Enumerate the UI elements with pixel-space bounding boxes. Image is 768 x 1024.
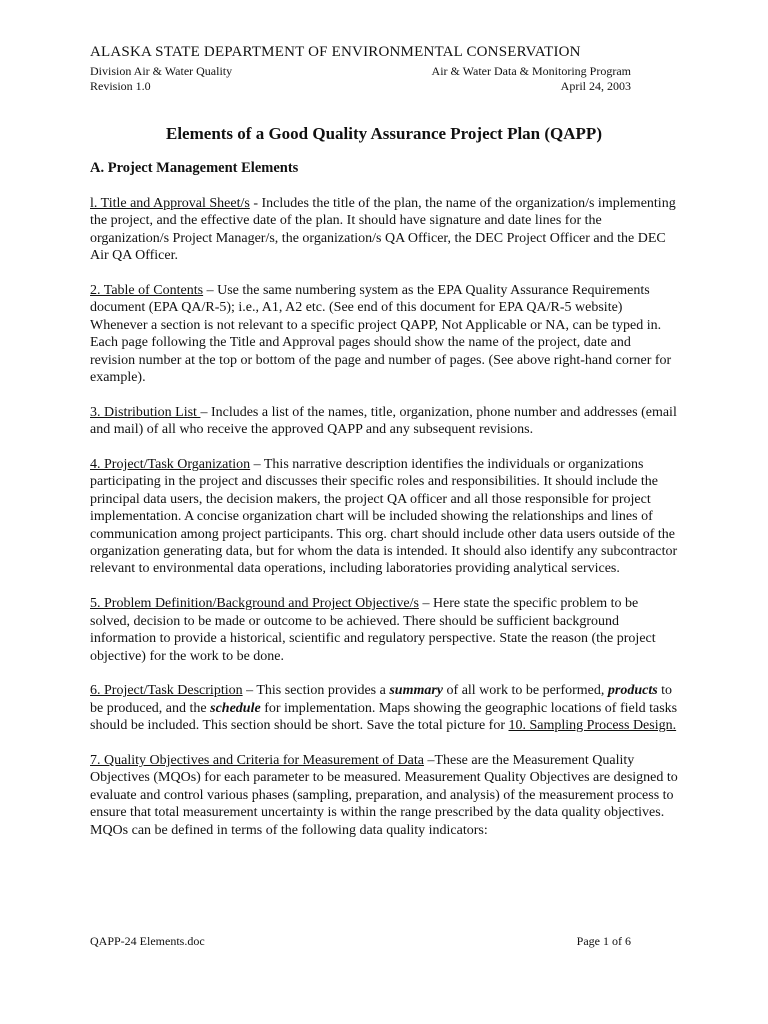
- header-row-2: [90, 79, 631, 94]
- item-project-task-description: [90, 682, 678, 734]
- footer-page-number: Page 1 of 6: [576, 934, 631, 948]
- item-text: – This narrative description identifies the individuals or organizations participating in the project and discusses their specific roles and responsibilities. It should include the principal data users, the decision makers, the project QA officer and all those responsible for project implementation. A concise organization chart will be included showing the relationships and lines of communication among project participants. This org. chart should include other data users outside of the organization generating data, but for whom the data is intended. It should also identify any subcontractor relevant to environmental data operations, including laboratories providing analytical services.: [90, 457, 678, 577]
- section-heading: A. Project Management Elements: [90, 160, 299, 176]
- item-project-task-organization: [90, 456, 678, 578]
- item-heading: 5. Problem Definition/Background and Project Objective/s: [90, 596, 419, 612]
- program-name: Air & Water Data & Monitoring Program: [431, 64, 631, 78]
- footer-filename: QAPP-24 Elements.doc: [90, 934, 205, 948]
- item-table-of-contents: [90, 282, 678, 386]
- item-heading: 7. Quality Objectives and Criteria for Measurement of Data: [90, 752, 424, 768]
- item-heading: 2. Table of Contents: [90, 283, 204, 299]
- revision-label: Revision 1.0: [90, 79, 151, 93]
- emphasis-products: products: [607, 683, 658, 699]
- item-heading: 3. Distribution List: [90, 404, 201, 420]
- sampling-design-reference: 10. Sampling Process Design.: [508, 718, 677, 734]
- item-problem-definition: [90, 595, 678, 665]
- item-text: – This section provides a: [242, 683, 390, 699]
- item-quality-objectives: [90, 752, 678, 839]
- item-heading: l. Title and Approval Sheet/s: [90, 196, 250, 211]
- item-heading: 6. Project/Task Description: [90, 683, 243, 699]
- document-body: [90, 195, 678, 856]
- item-text: – Here state the specific problem to be solved, decision to be made or outcome to be achieved. There should be sufficient background information to provide a historical, scientific and regulatory perspective. State the reason (the project objective) for the work to be done.: [90, 596, 656, 664]
- item-text: to be produced, and the: [90, 683, 673, 716]
- header-row-1: [90, 64, 631, 79]
- item-text: for implementation. Maps showing the geographic locations of field tasks should be included. This section should be short. Save the total picture for: [90, 700, 678, 734]
- item-text: –These are the Measurement Quality Objectives (MQOs) for each parameter to be measured. Measurement Quality Objectives are designed to evaluate and control various phases (sampling, preparation, and analysis) of the measurement process to ensure that total measurement uncertainty is within the range prescribed by the data quality objectives. MQOs can be defined in terms of the following data quality indicators:: [90, 752, 678, 838]
- item-text: - Includes the title of the plan, the name of the organization/s implementing the project, and the effective date of the plan. It should have signature and date lines for the organization/s Project Manager/s, the organization/s QA Officer, the DEC Project Officer and the DEC Air QA Officer.: [90, 196, 676, 264]
- revision-date: April 24, 2003: [560, 79, 631, 93]
- item-title-approval: [90, 195, 678, 265]
- item-text: – Includes a list of the names, title, organization, phone number and addresses (email and mail) of all who receive the approved QAPP and any subsequent revisions.: [90, 404, 677, 438]
- division-name: Division Air & Water Quality: [90, 64, 233, 78]
- item-text: of all work to be performed,: [443, 683, 608, 699]
- item-heading: 4. Project/Task Organization: [90, 457, 251, 473]
- item-text: – Use the same numbering system as the EPA Quality Assurance Requirements document (EPA QA/R-5); i.e., A1, A2 etc. (See end of this document for EPA QA/R-5 website) Whenever a section is not relevant to a specific project QAPP, Not Applicable or NA, can be typed in. Each page following the Title and Approval pages should show the name of the project, date and revision number at the top or bottom of the page and number of pages. (See above right-hand corner for example).: [90, 283, 672, 386]
- document-title: Elements of a Good Quality Assurance Project Plan (QAPP): [166, 124, 602, 143]
- item-distribution-list: [90, 404, 678, 439]
- agency-name: ALASKA STATE DEPARTMENT OF ENVIRONMENTAL CONSERVATION: [90, 44, 581, 60]
- emphasis-schedule: schedule: [210, 700, 261, 716]
- emphasis-summary: summary: [389, 683, 444, 699]
